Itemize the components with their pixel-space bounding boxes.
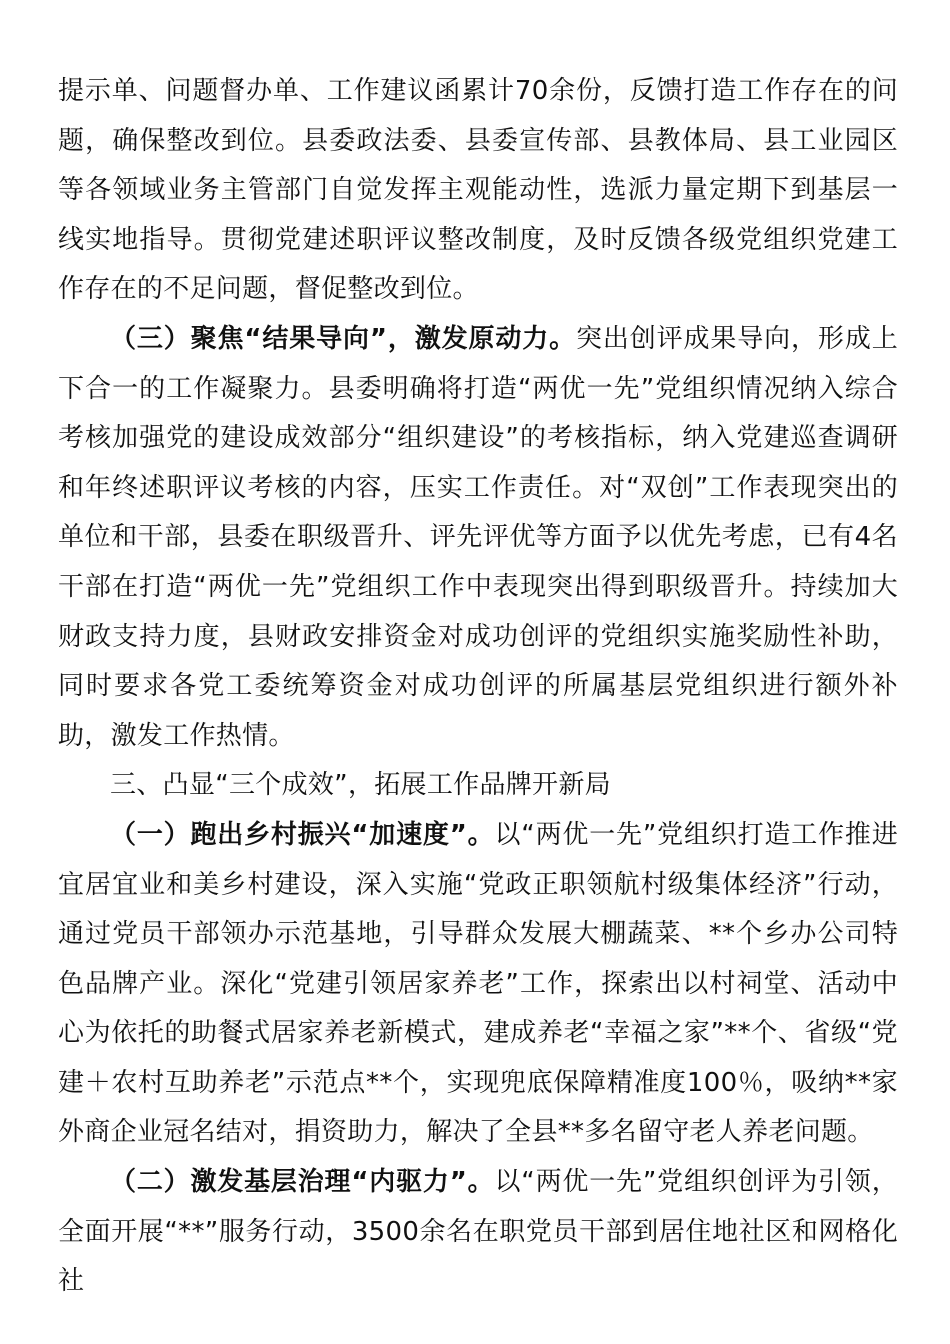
paragraph-1-text: 提示单、问题督办单、工作建议函累计70余份，反馈打造工作存在的问题，确保整改到位。县委政法委、县委宣传部、县教体局、县工业园区等各领域业务主管部门自觉发挥主观能动性，选派力量定期下到基层一线实地指导。贯彻党建述职评议整改制度，及时反馈各级党组织党建工作存在的不足问题，督促整改到位。 [58, 76, 898, 305]
paragraph-5-heading: （二）激发基层治理“内驱力”。 [110, 1167, 495, 1198]
paragraph-4 [58, 811, 898, 1158]
paragraph-2-heading: （三）聚焦“结果导向”，激发原动力。 [110, 323, 577, 354]
paragraph-4-text: 以“两优一先”党组织打造工作推进宜居宜业和美乡村建设，深入实施“党政正职领航村级集体经济”行动，通过党员干部领办示范基地，引导群众发展大棚蔬菜、**个乡办公司特色品牌产业。深化“党建引领居家养老”工作，探索出以村祠堂、活动中心为依托的助餐式居家养老新模式，建成养老“幸福之家”**个、省级“党建＋农村互助养老”示范点**个，实现兜底保障精准度100％，吸纳**家外商企业冠名结对，捐资助力，解决了全县**多名留守老人养老问题。 [58, 819, 898, 1148]
paragraph-1 [58, 67, 898, 315]
document-page [58, 67, 898, 1307]
paragraph-4-heading: （一）跑出乡村振兴“加速度”。 [110, 819, 495, 850]
paragraph-5 [58, 1158, 898, 1307]
paragraph-2 [58, 315, 898, 761]
section-heading-3-text: 三、凸显“三个成效”，拓展工作品牌开新局 [110, 770, 611, 801]
section-heading-3 [58, 761, 898, 811]
paragraph-2-text: 突出创评成果导向，形成上下合一的工作凝聚力。县委明确将打造“两优一先”党组织情况纳入综合考核加强党的建设成效部分“组织建设”的考核指标，纳入党建巡查调研和年终述职评议考核的内容，压实工作责任。对“双创”工作表现突出的单位和干部，县委在职级晋升、评先评优等方面予以优先考虑，已有4名干部在打造“两优一先”党组织工作中表现突出得到职级晋升。持续加大财政支持力度，县财政安排资金对成功创评的党组织实施奖励性补助，同时要求各党工委统筹资金对成功创评的所属基层党组织进行额外补助，激发工作热情。 [58, 323, 898, 751]
paragraph-5-text: 以“两优一先”党组织创评为引领，全面开展“**”服务行动，3500余名在职党员干部到居住地社区和网格化社 [58, 1167, 898, 1297]
